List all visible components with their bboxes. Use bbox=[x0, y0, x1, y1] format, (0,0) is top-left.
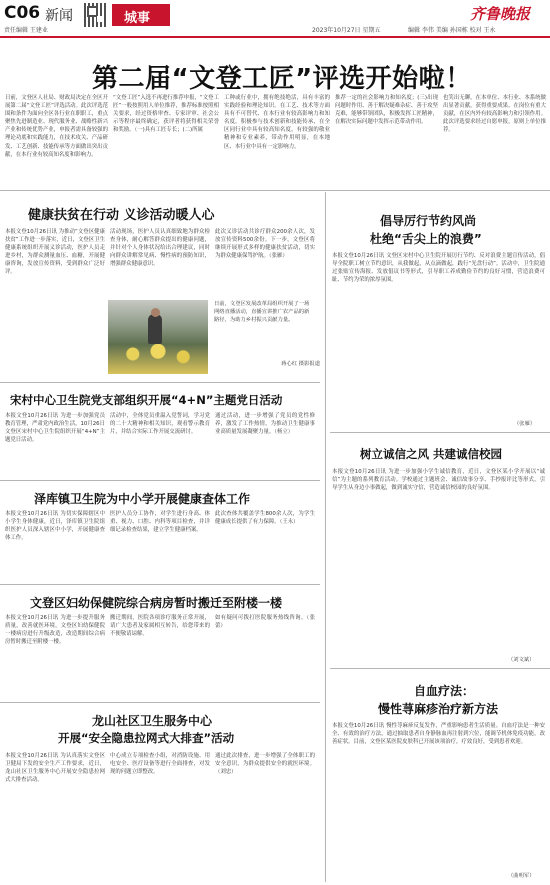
lead-divider bbox=[0, 190, 550, 191]
lead-col-5: 也笑出无聊，在本单位、本行业、本系统做出显著贡献，获得重要成果，在岗位有重大贡献，在区内外有较高影响力和引领作用。此次评选要求经过自愿申报，原则上单位推荐。 bbox=[443, 95, 546, 134]
a1-headline: 健康扶贫在行动 义诊活动暖人心 bbox=[28, 208, 215, 223]
date-line: 2023年10月27日 星期五 bbox=[312, 27, 381, 34]
r1-headline: 倡导厉行节约风尚 bbox=[380, 214, 477, 228]
r2-headline: 树立诚信之风 共建诚信校园 bbox=[360, 447, 503, 461]
section-tag bbox=[112, 4, 170, 26]
a5-subheadline: 开展“安全隐患拉网式大排查”活动 bbox=[58, 731, 235, 745]
a3-headline: 泽库镇卫生院为中小学开展健康查体工作 bbox=[34, 492, 251, 506]
a2-col-1: 本报文登10月26日讯 为进一步加强党员教育管理，严肃党内政治生活，10月26日文登区宋村中心卫生院组织开展“4+N”主题党日活动。 bbox=[5, 413, 105, 444]
a4-headline: 文登区妇幼保健院综合病房暂时搬迁至附楼一楼 bbox=[30, 596, 283, 610]
section-name: 新闻 bbox=[45, 8, 73, 24]
photo-credit: 蒋心红 摄影报道 bbox=[281, 361, 320, 367]
a2-headline: 宋村中心卫生院党支部组织开展“4+N”主题党日活动 bbox=[10, 393, 283, 407]
left-divider-4 bbox=[0, 702, 320, 703]
a4-col-1: 本报文登10月26日讯 为进一步提升服务质量，改善就医环境，文登区妇幼保健院一楼病房进行升级改造，改造期间综合病房暂时搬迁至附楼一楼。 bbox=[5, 615, 105, 646]
a2-col-2: 活动中，全体党员重温入党誓词，学习党的二十大精神和相关知识，观看警示教育片，并结合实际工作开展交流研讨。 bbox=[110, 413, 210, 436]
lead-col-2: “文登工匠”入选不再进行推荐申报，“文登工匠”一般按照用人单位推荐，推荐标准按照相关要求，经过资格审查、专家评审、社会公示等程序最终确定，获评者将获得相关荣誉和奖励。（一)具有工匠专长；(二)所属 bbox=[113, 95, 219, 134]
r2-byline: （刘文斌） bbox=[508, 657, 535, 663]
page-number: C06 bbox=[4, 3, 41, 23]
masthead bbox=[0, 0, 550, 44]
lead-col-3: 工种或行业中，拥有绝技绝活，具有丰富的实践经验和理论知识。在工艺、技术等方面具有不可替代、在本行业有较高影响力和知名度，积极参与技术创新和技能传承，在全区同行业中具有较高知名度，有较强的敬业精神和专业素养，带动作用明显，在本地区、本行业中具有一定影响力。 bbox=[224, 95, 330, 150]
a5-col-3: 通过此次排查，进一步增强了全体职工的安全意识，为群众提供安全的就医环境。（刘忠） bbox=[215, 753, 315, 776]
a1-col-3: 此次义诊活动共诊疗群众200余人次，发放宣传资料500余份。下一步，文登区将继续开展形式多样的健康扶贫活动，切实为群众健康保驾护航。（张雁） bbox=[215, 229, 315, 260]
a5-headline: 龙山社区卫生服务中心 bbox=[92, 714, 213, 728]
brand-logo: 齐鲁晚报 bbox=[470, 5, 531, 23]
a3-col-3: 此次查体共覆盖学生800余人次，为学生健康成长提供了有力保障。（王永） bbox=[215, 511, 315, 526]
r1-subheadline: 杜绝“舌尖上的浪费” bbox=[370, 232, 482, 246]
a5-col-1: 本报文登10月26日讯 为认真落实文登区卫健局下发的安全生产工作要求，近日，龙山社区卫生服务中心开展安全隐患拉网式大排查活动。 bbox=[5, 753, 105, 784]
r1-byline: （张雁） bbox=[514, 421, 536, 427]
a3-col-2: 医护人员分工协作，对学生进行身高、体重、视力、口腔、内科等项目检查，并详细记录检查结果，建立学生健康档案。 bbox=[110, 511, 210, 534]
lead-col-4: 推荐一定的社会影响力和知名度；(三)出现问题时作用、善于解决疑难杂症、善于攻坚克难，能够带领团队，积极发挥工匠精神，在解决实际问题中发挥示范带动作用。 bbox=[335, 95, 438, 126]
a4-col-2: 搬迁期间，医院各项诊疗服务正常开展，请广大患者及家属相互转告，给您带来的不便敬请谅解。 bbox=[110, 615, 210, 638]
editor-line: 责任编辑 王建业 bbox=[4, 27, 48, 34]
right-divider-1 bbox=[330, 432, 550, 433]
left-divider-1 bbox=[0, 382, 320, 383]
a2-col-3: 通过活动，进一步增强了党员的党性修养，激发了工作热情，为推动卫生健康事业高质量发展凝聚力量。（杨立） bbox=[215, 413, 315, 436]
r3-headline: 自血疗法： bbox=[414, 684, 475, 698]
staff-line: 编辑 李伟 美编 孙国栋 校对 王永 bbox=[408, 27, 496, 34]
lead-col-1: 日前，文登区人社局、财政局决定在全区开展第二届“文登工匠”评选活动。此次评选范围和条件为面向全区各行业在职职工，重点聚焦先进制造业、现代服务业、战略性新兴产业和传统优势产业，申报者需具备较强的理论功底和实践能力，在技术攻关、产品研发、工艺创新、技能传承等方面做出突出贡献，在本行业有较高知名度和影响力。 bbox=[5, 95, 108, 158]
a5-col-2: 中心成立专项检查小组，对消防设施、用电安全、医疗设备等进行全面排查，对发现的问题立即整改。 bbox=[110, 753, 210, 776]
lead-headline: 第二届“文登工匠”评选开始啦！ bbox=[92, 64, 472, 94]
news-photo bbox=[108, 300, 208, 374]
left-divider-2 bbox=[0, 480, 320, 481]
r3-subheadline: 慢性荨麻疹治疗新方法 bbox=[378, 702, 499, 716]
a1-col-2: 活动现场，医护人员认真细致地为群众检查身体，耐心解答群众提出的健康问题，并针对个人身体状况给出合理建议，同时向群众讲解常见病、慢性病的预防知识，增强群众健康意识。 bbox=[110, 229, 210, 268]
a4-col-3: 如有疑问可拨打医院服务热线咨询。（张蕾） bbox=[215, 615, 315, 630]
r3-byline: （曲明军） bbox=[508, 873, 535, 879]
a1-col-1: 本报文登10月26日讯 为推动“文登区健康扶贫”工作进一步落实，近日，文登区卫生健康系统组织开展义诊活动，医护人员走进乡村，为群众测量血压、血糖，开展健康咨询，发放宣传资料，受到群众广泛好评。 bbox=[5, 229, 105, 276]
right-divider-2 bbox=[330, 668, 550, 669]
r3-body: 本报文登10月26日讯 慢性荨麻疹反复发作，严重影响患者生活质量。自血疗法是一种安全、有效的治疗方法，通过抽取患者自身静脉血再注射到穴位，能调节机体免疫功能，改善症状。目前，文登区某医院皮肤科已开展该项治疗，疗效良好，受到患者欢迎。 bbox=[332, 723, 545, 746]
r1-body: 本报文登10月26日讯 文登区宋村中心卫生院开展厉行节约、反对浪费主题宣传活动，倡导全院职工树立节约意识，从我做起，从点滴做起，践行“光盘行动”。活动中，卫生院通过张贴宣传海报、发放倡议书等形式，引导职工养成勤俭节约的良好习惯，营造浪费可耻、节约为荣的浓厚氛围。 bbox=[332, 253, 545, 284]
left-divider-3 bbox=[0, 584, 320, 585]
masthead-rule bbox=[0, 36, 550, 38]
column-separator bbox=[325, 192, 326, 882]
qr-code bbox=[84, 3, 108, 27]
r2-body: 本报文登10月26日讯 为进一步加强小学生诚信教育，近日，文登区某小学开展以“诚信”为主题的系列教育活动。学校通过主题班会、诚信故事分享、手抄报评比等形式，引导学生从身边小事做起，做到诚实守信，营造诚信校园的良好氛围。 bbox=[332, 469, 545, 492]
photo-caption: 日前，文登区发展改革局组织开展了一场网络直播活动，直播宣讲推广农产品的新路径，为助力乡村振兴贡献力量。 bbox=[214, 301, 310, 323]
section-tag-label: 城事 bbox=[124, 11, 151, 26]
a3-col-1: 本报文登10月26日讯 为切实保障辖区中小学生身体健康，近日，泽库镇卫生院组织医护人员深入辖区中小学，开展健康查体工作。 bbox=[5, 511, 105, 542]
